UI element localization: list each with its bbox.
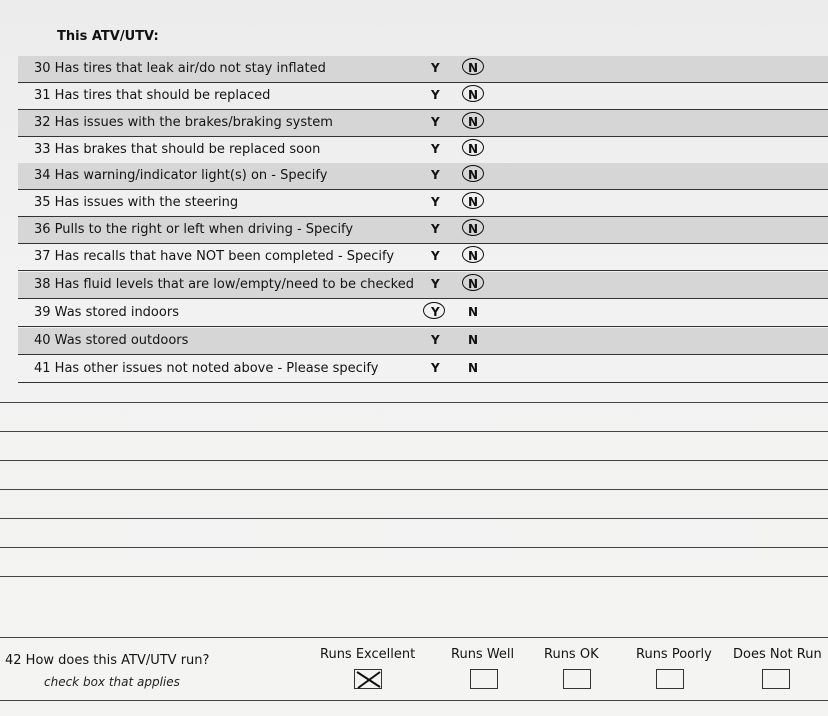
no-option[interactable]: N [468,277,479,291]
question-row [18,356,828,383]
writing-line [0,518,828,519]
checkbox[interactable] [563,669,591,689]
run-option-label: Runs OK [544,647,599,662]
question-label: 30 Has tires that leak air/do not stay inflated [34,61,326,76]
answer-circle-mark [462,219,484,236]
checkbox[interactable] [656,669,684,689]
writing-line [0,637,828,638]
run-option-label: Runs Excellent [320,647,416,662]
answer-circle-mark [462,139,484,156]
yes-option[interactable]: Y [431,168,440,182]
writing-line [0,547,828,548]
question-row [18,56,828,83]
question-label: 35 Has issues with the steering [34,195,239,210]
yes-option[interactable]: Y [431,305,440,319]
checked-checkbox[interactable] [354,669,382,689]
no-option[interactable]: N [468,333,479,347]
yes-option[interactable]: Y [431,249,440,263]
run-option-label: Runs Poorly [636,647,712,662]
no-option[interactable]: N [468,142,479,156]
yes-option[interactable]: Y [431,61,440,75]
section-title: This ATV/UTV: [57,29,159,44]
checkbox[interactable] [470,669,498,689]
answer-circle-mark [462,112,484,129]
yes-option[interactable]: Y [431,277,440,291]
yes-option[interactable]: Y [431,361,440,375]
answer-circle-mark [423,302,445,319]
question-label: 31 Has tires that should be replaced [34,88,271,103]
checkbox[interactable] [762,669,790,689]
question-label: 33 Has brakes that should be replaced soon [34,142,321,157]
question-label: 34 Has warning/indicator light(s) on - Specify [34,168,328,183]
question-label: 39 Was stored indoors [34,305,179,320]
yes-option[interactable]: Y [431,333,440,347]
question-label: 41 Has other issues not noted above - Please specify [34,361,379,376]
run-question-instruction: check box that applies [44,675,180,689]
no-option[interactable]: N [468,88,479,102]
no-option[interactable]: N [468,168,479,182]
answer-circle-mark [462,192,484,209]
question-label: 32 Has issues with the brakes/braking system [34,115,333,130]
run-question-label: 42 How does this ATV/UTV run? [5,653,210,668]
yes-option[interactable]: Y [431,222,440,236]
yes-option[interactable]: Y [431,115,440,129]
writing-line [0,431,828,432]
question-label: 38 Has fluid levels that are low/empty/need to be checked [34,277,414,292]
yes-option[interactable]: Y [431,195,440,209]
no-option[interactable]: N [468,195,479,209]
question-row [18,300,828,327]
question-row [18,328,828,355]
bottom-rule [0,700,828,701]
question-row [18,272,828,299]
question-row [18,137,828,164]
question-label: 40 Was stored outdoors [34,333,189,348]
answer-circle-mark [462,274,484,291]
yes-option[interactable]: Y [431,142,440,156]
no-option[interactable]: N [468,361,479,375]
question-row [18,163,828,190]
yes-option[interactable]: Y [431,88,440,102]
no-option[interactable]: N [468,115,479,129]
answer-circle-mark [462,58,484,75]
question-row [18,83,828,110]
question-row [18,110,828,137]
no-option[interactable]: N [468,222,479,236]
question-label: 37 Has recalls that have NOT been completed - Specify [34,249,395,264]
question-row [18,190,828,217]
run-option-label: Does Not Run [733,647,822,662]
writing-line [0,460,828,461]
answer-circle-mark [462,85,484,102]
writing-line [0,576,828,577]
answer-circle-mark [462,246,484,263]
no-option[interactable]: N [468,61,479,75]
no-option[interactable]: N [468,249,479,263]
question-label: 36 Pulls to the right or left when driving - Specify [34,222,354,237]
run-option-label: Runs Well [451,647,515,662]
writing-line [0,402,828,403]
writing-line [0,489,828,490]
x-mark-icon [355,670,383,690]
no-option[interactable]: N [468,305,479,319]
question-row [18,217,828,244]
question-row [18,244,828,271]
answer-circle-mark [462,165,484,182]
